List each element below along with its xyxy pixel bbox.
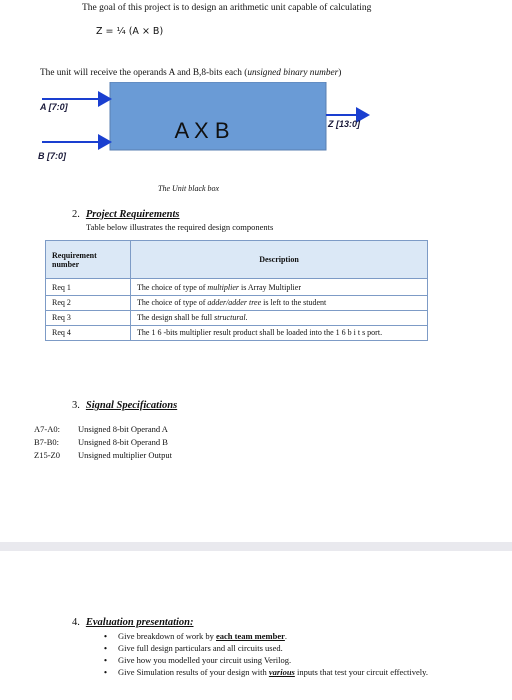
req-description bbox=[131, 311, 428, 326]
signal-desc: Unsigned multiplier Output bbox=[78, 450, 172, 460]
list-item-text: Give breakdown of work by bbox=[118, 631, 216, 641]
table-intro: Table below illustrates the required design components bbox=[86, 222, 274, 232]
signal-label: A7-A0: bbox=[34, 424, 60, 434]
black-box-caption: The Unit black box bbox=[158, 184, 220, 193]
requirements-title: Project Requirements bbox=[85, 209, 180, 220]
req-id: Req 1 bbox=[46, 279, 131, 296]
req-desc-emph: adder/adder tree bbox=[207, 298, 262, 307]
table-row bbox=[46, 311, 428, 326]
signal-desc: Unsigned 8-bit Operand A bbox=[78, 424, 168, 434]
req-desc-text: The choice of type of bbox=[137, 298, 208, 307]
signal-item bbox=[34, 449, 172, 462]
output-z-label: Z [13:0] bbox=[328, 119, 361, 129]
evaluation-list bbox=[104, 630, 434, 678]
signals-list bbox=[34, 423, 172, 462]
intro-text: The goal of this project is to design an arithmetic unit capable of calculating bbox=[82, 3, 372, 13]
table-row bbox=[46, 296, 428, 311]
signal-label: Z15-Z0 bbox=[34, 450, 60, 460]
operands-prefix: The unit will receive the operands A and B,8-bits each ( bbox=[40, 68, 248, 78]
requirements-heading bbox=[72, 209, 180, 220]
evaluation-heading bbox=[72, 617, 194, 628]
req-desc-text: The choice of type of bbox=[137, 283, 208, 292]
requirements-number: 2. bbox=[72, 209, 80, 220]
req-desc-text: is left to the student bbox=[261, 298, 327, 307]
signal-item bbox=[34, 423, 172, 436]
box-label: A X B bbox=[174, 118, 230, 143]
requirements-table bbox=[45, 240, 428, 341]
list-item bbox=[104, 666, 434, 678]
list-item-text: . bbox=[284, 631, 288, 641]
list-item-text: Give Simulation results of your design with bbox=[118, 667, 269, 677]
evaluation-number: 4. bbox=[72, 617, 80, 628]
page-break bbox=[0, 542, 512, 551]
req-desc-text: is Array Multiplier bbox=[238, 283, 301, 292]
req-description bbox=[131, 296, 428, 311]
req-id: Req 2 bbox=[46, 296, 131, 311]
req-desc-text: The 1 6 -bits multiplier result product shall be loaded into the 1 6 b i t s port. bbox=[137, 328, 383, 337]
list-item bbox=[104, 642, 434, 654]
req-id: Req 4 bbox=[46, 326, 131, 341]
signals-heading bbox=[72, 400, 177, 411]
list-item bbox=[104, 654, 434, 666]
table-header-row bbox=[46, 241, 428, 279]
operands-text bbox=[40, 68, 341, 78]
signal-desc: Unsigned 8-bit Operand B bbox=[78, 437, 168, 447]
req-description bbox=[131, 279, 428, 296]
col-requirement-header bbox=[46, 241, 131, 279]
list-item-text: Give how you modelled your circuit using Verilog. bbox=[118, 655, 292, 665]
list-item-text: Give full design particulars and all circuits used. bbox=[118, 643, 283, 653]
table-row bbox=[46, 326, 428, 341]
col-header-line1: Requirement bbox=[52, 250, 97, 260]
formula: Z = ¹⁄₄ (A × B) bbox=[96, 26, 164, 37]
operands-suffix: ) bbox=[338, 68, 342, 78]
signals-number: 3. bbox=[72, 400, 80, 411]
list-item-emph: various bbox=[268, 667, 295, 677]
operands-emphasis: unsigned binary number bbox=[247, 68, 339, 78]
req-id: Req 3 bbox=[46, 311, 131, 326]
req-description bbox=[131, 326, 428, 341]
evaluation-title: Evaluation presentation: bbox=[85, 617, 194, 628]
table-row bbox=[46, 279, 428, 296]
col-description-header: Description bbox=[131, 241, 428, 279]
signal-label: B7-B0: bbox=[34, 437, 60, 447]
signals-title: Signal Specifications bbox=[85, 400, 178, 411]
req-desc-emph: structural. bbox=[214, 313, 248, 322]
list-item-emph: each team member bbox=[215, 631, 285, 641]
col-header-line2: number bbox=[52, 259, 80, 269]
list-item bbox=[104, 630, 434, 642]
input-b-label: B [7:0] bbox=[38, 151, 67, 161]
req-desc-emph: multiplier bbox=[207, 283, 239, 292]
req-desc-text: The design shall be full bbox=[137, 313, 215, 322]
input-a-label: A [7:0] bbox=[40, 102, 68, 112]
list-item-text: inputs that test your circuit effectively. bbox=[294, 667, 428, 677]
signal-item bbox=[34, 436, 172, 449]
black-box-diagram bbox=[30, 82, 380, 172]
